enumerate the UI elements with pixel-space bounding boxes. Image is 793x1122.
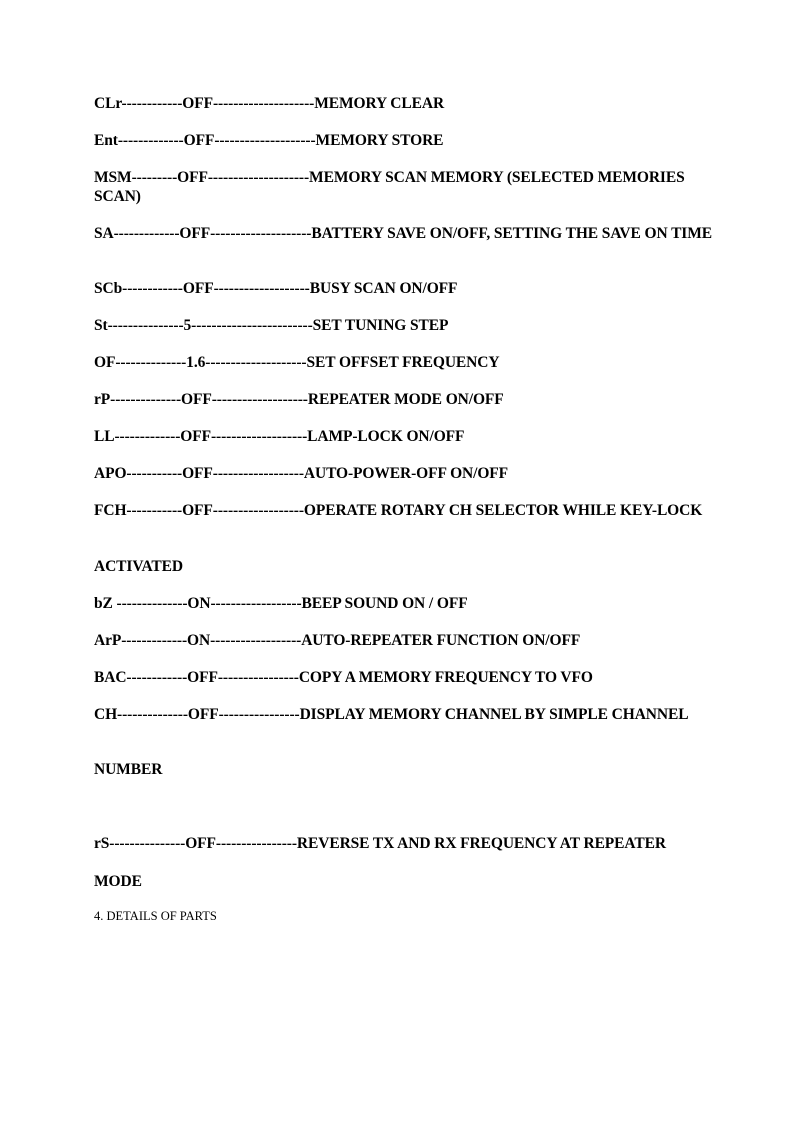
menu-line-ch: CH--------------OFF----------------DISPLAY MEMORY CHANNEL BY SIMPLE CHANNEL [94, 706, 689, 723]
menu-line-of: OF--------------1.6--------------------SET OFFSET FREQUENCY [94, 354, 500, 371]
menu-line-scb: SCb------------OFF-------------------BUSY SCAN ON/OFF [94, 280, 458, 297]
menu-line-ent: Ent-------------OFF--------------------MEMORY STORE [94, 132, 444, 149]
menu-line-rs-continued: MODE [94, 873, 142, 890]
menu-line-arp: ArP-------------ON------------------AUTO-REPEATER FUNCTION ON/OFF [94, 632, 581, 649]
menu-line-st: St---------------5------------------------SET TUNING STEP [94, 317, 449, 334]
menu-line-msm: MSM---------OFF--------------------MEMORY SCAN MEMORY (SELECTED MEMORIES SCAN) [94, 169, 689, 205]
menu-line-clr: CLr------------OFF--------------------MEMORY CLEAR [94, 95, 445, 112]
menu-line-bac: BAC------------OFF----------------COPY A MEMORY FREQUENCY TO VFO [94, 669, 593, 686]
menu-line-fch: FCH-----------OFF------------------OPERATE ROTARY CH SELECTOR WHILE KEY-LOCK [94, 502, 703, 519]
menu-line-fch-continued: ACTIVATED [94, 558, 183, 575]
menu-line-bz: bZ --------------ON------------------BEEP SOUND ON / OFF [94, 595, 468, 612]
menu-line-sa: SA-------------OFF--------------------BATTERY SAVE ON/OFF, SETTING THE SAVE ON TIME [94, 225, 713, 242]
menu-line-rp: rP--------------OFF-------------------REPEATER MODE ON/OFF [94, 391, 504, 408]
menu-line-rs: rS---------------OFF----------------REVERSE TX AND RX FREQUENCY AT REPEATER [94, 835, 666, 852]
section-heading: 4. DETAILS OF PARTS [94, 909, 217, 923]
menu-line-apo: APO-----------OFF------------------AUTO-POWER-OFF ON/OFF [94, 465, 509, 482]
menu-line-ch-continued: NUMBER [94, 761, 163, 778]
menu-line-ll: LL-------------OFF-------------------LAMP-LOCK ON/OFF [94, 428, 465, 445]
